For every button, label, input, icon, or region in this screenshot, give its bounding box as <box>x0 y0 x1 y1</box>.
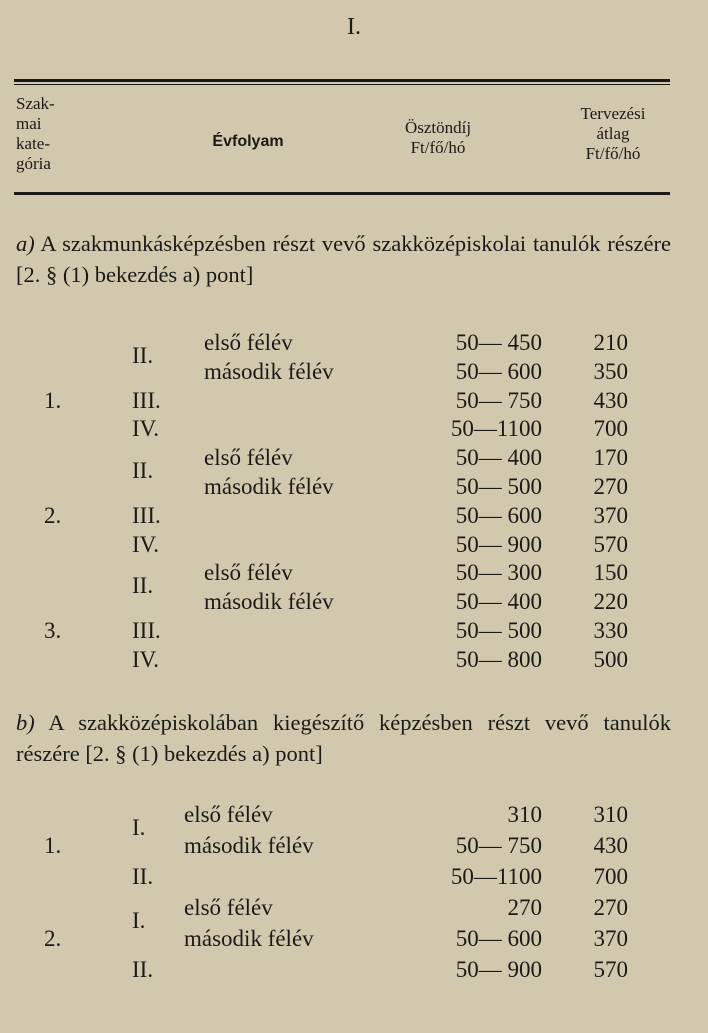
row-semester: első félév <box>204 560 293 586</box>
row-scholarship: 50— 750 <box>455 833 542 858</box>
row-year: I. <box>132 908 146 933</box>
row-year: II. <box>132 957 154 982</box>
row-scholarship: 50— 600 <box>455 502 542 528</box>
row-average: 210 <box>593 330 628 355</box>
section-b-label: b) <box>16 710 35 735</box>
row-semester: második félév <box>184 926 314 951</box>
row-year: II. <box>132 458 154 484</box>
row-scholarship: 50— 500 <box>455 618 542 643</box>
row-scholarship: 50— 400 <box>455 445 542 471</box>
row-semester: első félév <box>204 445 293 471</box>
row-average: 700 <box>593 864 628 889</box>
row-average: 220 <box>593 589 628 615</box>
row-average: 270 <box>593 895 628 920</box>
row-scholarship: 50— 600 <box>455 358 542 384</box>
row-average: 570 <box>593 531 628 557</box>
header-planned-average: Tervezési átlag Ft/fő/hó <box>580 104 646 163</box>
row-scholarship: 50— 500 <box>455 474 542 499</box>
row-average: 500 <box>593 646 628 672</box>
row-scholarship: 50— 450 <box>455 330 542 355</box>
section-a-label: a) <box>16 231 35 256</box>
row-average: 430 <box>593 833 628 858</box>
row-semester: második félév <box>184 833 314 858</box>
row-category: 2. <box>44 926 62 951</box>
row-scholarship: 50— 800 <box>455 646 542 672</box>
row-category: 2. <box>44 502 62 528</box>
row-year: IV. <box>132 416 160 442</box>
row-scholarship: 50—1100 <box>450 416 542 442</box>
row-average: 430 <box>593 387 628 413</box>
row-average: 270 <box>593 474 628 499</box>
row-category: 3. <box>44 618 62 643</box>
row-scholarship: 310 <box>507 802 542 827</box>
header-bottom-rule <box>14 192 670 195</box>
row-average: 150 <box>593 560 628 586</box>
section-b-heading <box>16 707 671 769</box>
row-year: II. <box>132 343 154 368</box>
row-average: 310 <box>593 802 628 827</box>
row-scholarship: 50— 400 <box>455 589 542 615</box>
row-average: 700 <box>593 416 628 442</box>
row-average: 370 <box>593 502 628 528</box>
row-scholarship: 270 <box>507 895 542 920</box>
row-year: III. <box>132 618 161 643</box>
page-number: I. <box>347 14 361 40</box>
row-year: III. <box>132 387 161 413</box>
row-category: 1. <box>44 387 62 413</box>
row-scholarship: 50— 600 <box>455 926 542 951</box>
row-average: 370 <box>593 926 628 951</box>
row-semester: első félév <box>184 895 273 920</box>
row-year: IV. <box>132 646 160 672</box>
row-scholarship: 50— 300 <box>455 560 542 586</box>
section-a-text: A szakmunkásképzésben részt vevő szakközépiskolai tanulók részére [2. § (1) bekezdés a) pont] <box>16 231 671 287</box>
row-scholarship: 50— 900 <box>455 957 542 982</box>
row-semester: második félév <box>204 358 334 384</box>
row-semester: első félév <box>204 330 293 355</box>
row-year: I. <box>132 815 146 840</box>
row-year: II. <box>132 573 154 599</box>
row-category: 1. <box>44 833 62 858</box>
row-year: IV. <box>132 531 160 557</box>
row-year: II. <box>132 864 154 889</box>
row-average: 570 <box>593 957 628 982</box>
section-a-heading <box>16 228 671 290</box>
header-scholarship: Ösztöndíj Ft/fő/hó <box>404 118 472 157</box>
row-average: 330 <box>593 618 628 643</box>
row-scholarship: 50— 750 <box>455 387 542 413</box>
header-top-rule <box>14 79 670 82</box>
row-semester: második félév <box>204 589 334 615</box>
header-top-rule-thin <box>14 84 670 85</box>
row-average: 350 <box>593 358 628 384</box>
header-category: Szak- mai kate- gória <box>16 94 55 173</box>
row-scholarship: 50— 900 <box>455 531 542 557</box>
row-scholarship: 50—1100 <box>450 864 542 889</box>
row-semester: első félév <box>184 802 273 827</box>
row-semester: második félév <box>204 474 334 499</box>
header-year: Évfolyam <box>212 133 284 150</box>
section-b-text: A szakközépiskolában kiegészítő képzésben részt vevő tanulók részére [2. § (1) bekezdés a) pont] <box>16 710 671 766</box>
row-year: III. <box>132 502 161 528</box>
row-average: 170 <box>593 445 628 471</box>
